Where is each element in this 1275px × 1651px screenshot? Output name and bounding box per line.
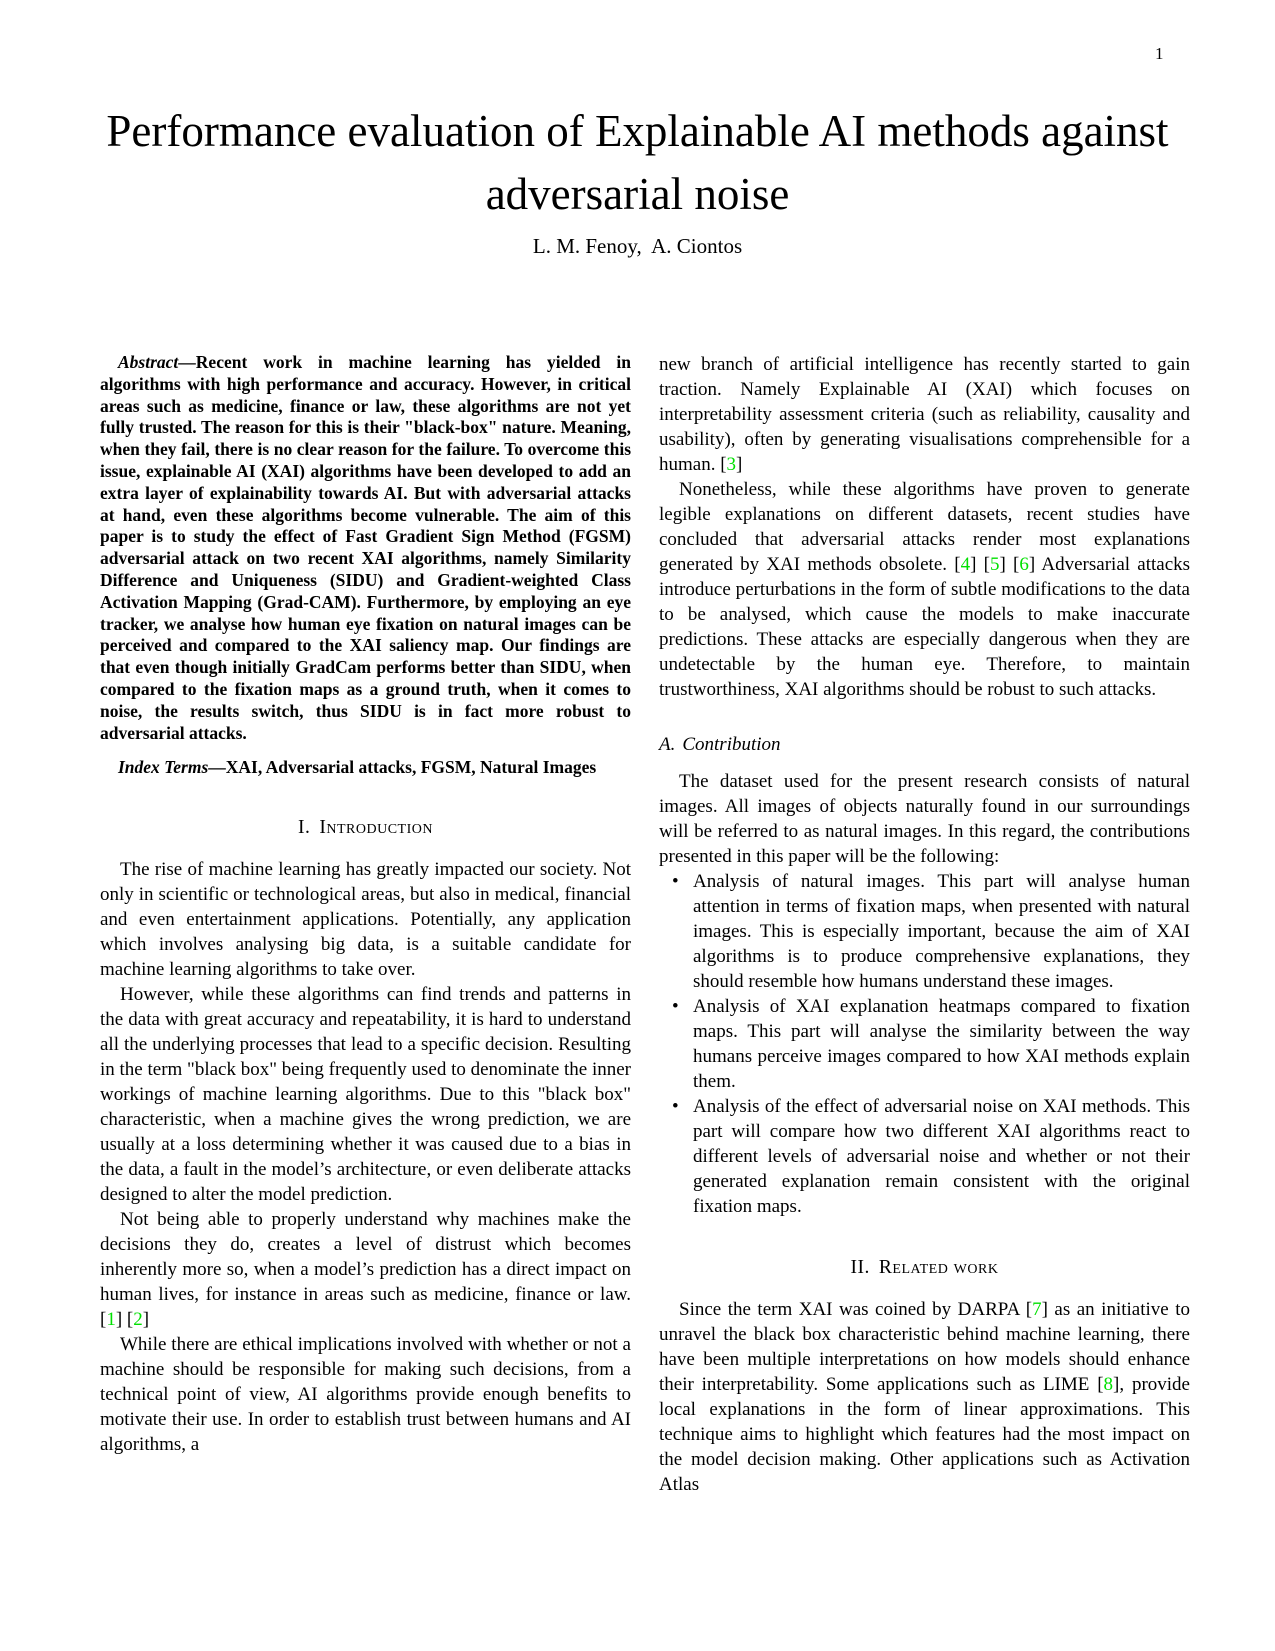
subsection-title: Contribution <box>682 734 781 755</box>
subsection-number: A. <box>659 734 676 755</box>
section-heading-introduction <box>100 815 631 840</box>
citation-link[interactable]: 7 <box>1032 1299 1042 1320</box>
abstract-label: Abstract <box>118 352 179 372</box>
citation-link[interactable]: 6 <box>1019 554 1029 575</box>
contribution-intro-paragraph: The dataset used for the present research consists of natural images. All images of objects naturally found in our surroundings will be referred to as natural images. In this regard, the contributions presented in this paper will be the following: <box>659 771 1190 867</box>
section-title: Related work <box>878 1257 999 1278</box>
citation-link[interactable]: 8 <box>1103 1374 1114 1395</box>
body-paragraph: Nonetheless, while these algorithms have proven to generate legible explanations on different datasets, recent studies have concluded that adversarial attacks render most explanations generated by XAI methods obsolete. [4] [5] [6] Adversarial attacks introduce perturbations in the form of subtle modifications to the data to be analysed, which cause the models to make inaccurate predictions. These attacks are especially dangerous when they are undetectable by the human eye. Therefore, to maintain trustworthiness, XAI algorithms should be robust to such attacks. <box>659 479 1191 700</box>
author-names: L. M. Fenoy, A. Ciontos <box>532 234 743 258</box>
citation-link[interactable]: 4 <box>960 554 971 575</box>
bullet-item: • Analysis of XAI explanation heatmaps compared to fixation maps. This part will analyse the similarity between the way humans perceive images compared to how XAI methods explain them. <box>659 994 1190 1094</box>
related-work-paragraph: Since the term XAI was coined by DARPA [7] as an initiative to unravel the black box characteristic behind machine learning, there have been multiple interpretations on how models should enhance their interpretability. Some applications such as LIME [8], provide local explanations in the form of linear approximations. This technique aims to highlight which features had the most impact on the model decision making. Other applications such as Activation Atlas <box>659 1299 1190 1495</box>
intro-paragraph: However, while these algorithms can find trends and patterns in the data with great accuracy and repeatability, it is hard to understand all the underlying processes that lead to a specific decision. Resulting in the term "black box" being frequently used to denominate the inner workings of machine learning algorithms. Due to this "black box" characteristic, when a machine gives the wrong prediction, we are usually at a loss determining whether it was caused due to a bias in the data, a fault in the model’s architecture, or even deliberate attacks designed to alter the model prediction. <box>100 984 631 1206</box>
paper-title: Performance evaluation of Explainable AI methods against adversarial noise <box>106 106 1169 219</box>
bullet-item: • Analysis of the effect of adversarial noise on XAI methods. This part will compare how two different XAI algorithms react to different levels of adversarial noise and whether or not their generated explanation remain consistent with the original fixation maps. <box>659 1094 1190 1219</box>
index-terms-label: Index Terms <box>118 757 209 778</box>
page-number: 1 <box>1155 44 1164 63</box>
index-terms-text: —XAI, Adversarial attacks, FGSM, Natural Images <box>208 757 597 778</box>
intro-paragraph: Not being able to properly understand why machines make the decisions they do, creates a level of distrust which becomes inherently more so, when a model’s prediction has a direct impact on human lives, for instance in areas such as medicine, finance or law. [1] [2] <box>100 1209 631 1331</box>
left-column <box>100 352 631 1457</box>
section-title: Introduction <box>319 817 433 839</box>
contribution-bullet-list <box>659 869 1190 1219</box>
citation-link[interactable]: 1 <box>106 1309 116 1331</box>
intro-continuation-paragraph: new branch of artificial intelligence has recently started to gain traction. Namely Explainable AI (XAI) which focuses on interpretability assessment criteria (such as reliability, causality and usability), often by generating visualisations comprehensible for a human. [3] <box>659 354 1190 475</box>
subsection-heading-contribution <box>659 732 1190 757</box>
intro-paragraph: The rise of machine learning has greatly impacted our society. Not only in scientific or technological areas, but also in medical, financial and even entertainment applications. Potentially, any application which involves analysing big data, is a suitable candidate for machine learning algorithms to take over. <box>100 859 631 981</box>
abstract-text: —Recent work in machine learning has yielded in algorithms with high performance and accuracy. However, in critical areas such as medicine, finance or law, these algorithms are not yet fully trusted. The reason for this is their "black-box" nature. Meaning, when they fail, there is no clear reason for the failure. To overcome this issue, explainable AI (XAI) algorithms have been developed to add an extra layer of explainability towards AI. But with adversarial attacks at hand, even these algorithms become vulnerable. The aim of this paper is to study the effect of Fast Gradient Sign Method (FGSM) adversarial attack on two recent XAI algorithms, namely Similarity Difference and Uniqueness (SIDU) and Gradient-weighted Class Activation Mapping (Grad-CAM). Furthermore, by employing an eye tracker, we analyse how human eye fixation on natural images can be perceived and compared to the XAI saliency map. Our findings are that even though initially GradCam performs better than SIDU, when compared to the fixation maps as a ground truth, when it comes to noise, the results switch, thus SIDU is in fact more robust to adversarial attacks. <box>100 352 631 743</box>
section-heading-related-work <box>659 1255 1190 1280</box>
citation-link[interactable]: 5 <box>989 554 1000 575</box>
intro-paragraph: While there are ethical implications involved with whether or not a machine should be responsible for making such decisions, from a technical point of view, AI algorithms provide enough benefits to motivate their use. In order to establish trust between humans and AI algorithms, a <box>100 1334 631 1456</box>
section-number: II. <box>850 1257 870 1278</box>
citation-link[interactable]: 3 <box>726 454 737 475</box>
bullet-item: • Analysis of natural images. This part will analyse human attention in terms of fixation maps, when presented with natural images. This is especially important, because the aim of XAI algorithms is to produce comprehensive explanations, they should resemble how humans understand these images. <box>659 869 1190 994</box>
section-number: I. <box>298 817 311 839</box>
abstract-paragraph <box>100 352 631 744</box>
citation-link[interactable]: 2 <box>133 1309 143 1331</box>
index-terms-paragraph <box>100 757 631 779</box>
right-column <box>659 352 1190 1497</box>
